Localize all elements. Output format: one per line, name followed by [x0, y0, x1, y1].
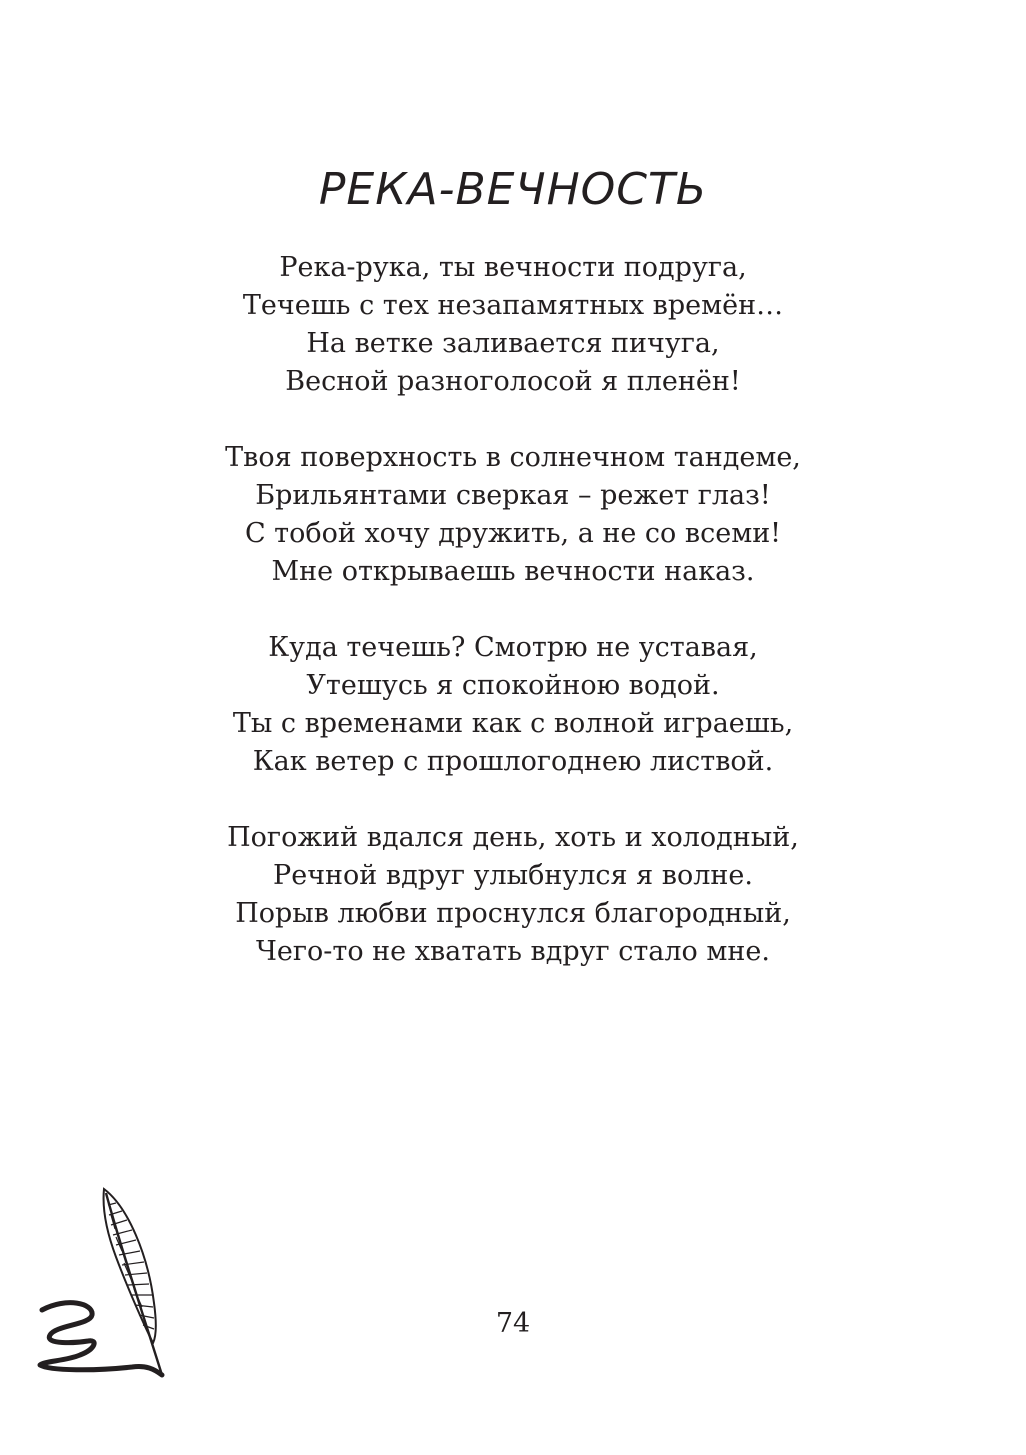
- poem-line: Погожий вдался день, хоть и холодный,: [227, 822, 799, 853]
- poem-line: С тобой хочу дружить, а не со всеми!: [244, 518, 782, 549]
- poem-line: Брильянтами сверкая – режет глаз!: [255, 480, 771, 511]
- poem-line: Ты с временами как с волной играешь,: [232, 708, 794, 739]
- poem-line: Речной вдруг улыбнулся я волне.: [273, 860, 753, 891]
- stanza-4: [0, 819, 1026, 971]
- stanza-3: [0, 629, 1026, 781]
- poem-line: Течешь с тех незапамятных времён…: [242, 290, 784, 321]
- poem-body: [0, 249, 1026, 1009]
- poem-line: Как ветер с прошлогоднею листвой.: [252, 746, 774, 777]
- poem-line: Твоя поверхность в солнечном тандеме,: [225, 442, 801, 473]
- poem-line: Куда течешь? Смотрю не уставая,: [268, 632, 758, 663]
- poem-title: РЕКА-ВЕЧНОСТЬ: [318, 164, 708, 215]
- poem-line: Порыв любви проснулся благородный,: [235, 898, 791, 929]
- stanza-1: [0, 249, 1026, 401]
- poem-line: Река-рука, ты вечности подруга,: [279, 252, 747, 283]
- poem-line: Чего-то не хватать вдруг стало мне.: [256, 936, 770, 967]
- poem-line: Мне открываешь вечности наказ.: [271, 556, 755, 587]
- poem-line: Весной разноголосой я пленён!: [285, 366, 741, 397]
- poem-line: На ветке заливается пичуга,: [306, 328, 720, 359]
- quill-pen-icon: [36, 1185, 176, 1380]
- page-number: 74: [495, 1308, 531, 1339]
- stanza-2: [0, 439, 1026, 591]
- poem-line: Утешусь я спокойною водой.: [306, 670, 720, 701]
